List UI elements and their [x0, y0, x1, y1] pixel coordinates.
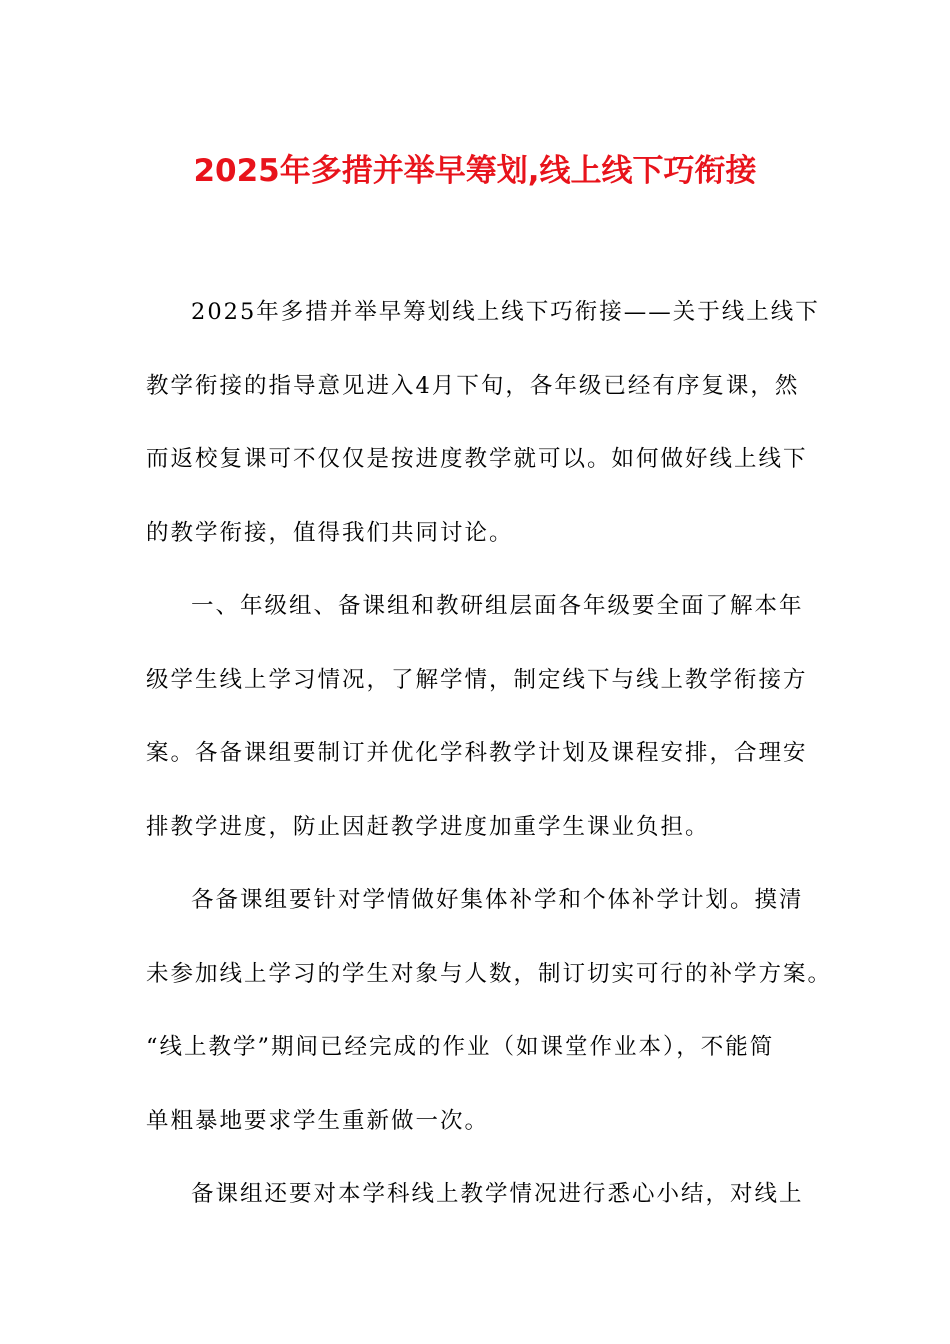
paragraph-line: “线上教学”期间已经完成的作业（如课堂作业本），不能简: [146, 1034, 775, 1060]
paragraph-line: 而返校复课可不仅仅是按进度教学就可以。如何做好线上线下: [146, 446, 808, 472]
paragraph-line: 各备课组要针对学情做好集体补学和个体补学计划。摸清: [191, 887, 804, 913]
paragraph-line: 教学衔接的指导意见进入4月下旬，各年级已经有序复课，然: [146, 372, 800, 399]
paragraph-line: 一、年级组、备课组和教研组层面各年级要全面了解本年: [191, 593, 804, 619]
paragraph-line: 备课组还要对本学科线上教学情况进行悉心小结，对线上: [191, 1181, 804, 1207]
document-title: 2025年多措并举早筹划,线上线下巧衔接: [193, 153, 757, 189]
paragraph-line: 的教学衔接，值得我们共同讨论。: [146, 519, 514, 546]
document-body: [146, 276, 833, 1232]
paragraph-line: 级学生线上学习情况，了解学情，制定线下与线上教学衔接方: [146, 666, 808, 693]
paragraph-line: 2025年多措并举早筹划线上线下巧衔接——关于线上线下: [191, 299, 820, 325]
paragraph-line: 未参加线上学习的学生对象与人数，制订切实可行的补学方案。: [146, 960, 833, 987]
paragraph-line: 排教学进度，防止因赶教学进度加重学生课业负担。: [146, 813, 710, 840]
paragraph-line: 单粗暴地要求学生重新做一次。: [146, 1107, 490, 1134]
paragraph-line: 案。各备课组要制订并优化学科教学计划及课程安排，合理安: [146, 740, 808, 766]
